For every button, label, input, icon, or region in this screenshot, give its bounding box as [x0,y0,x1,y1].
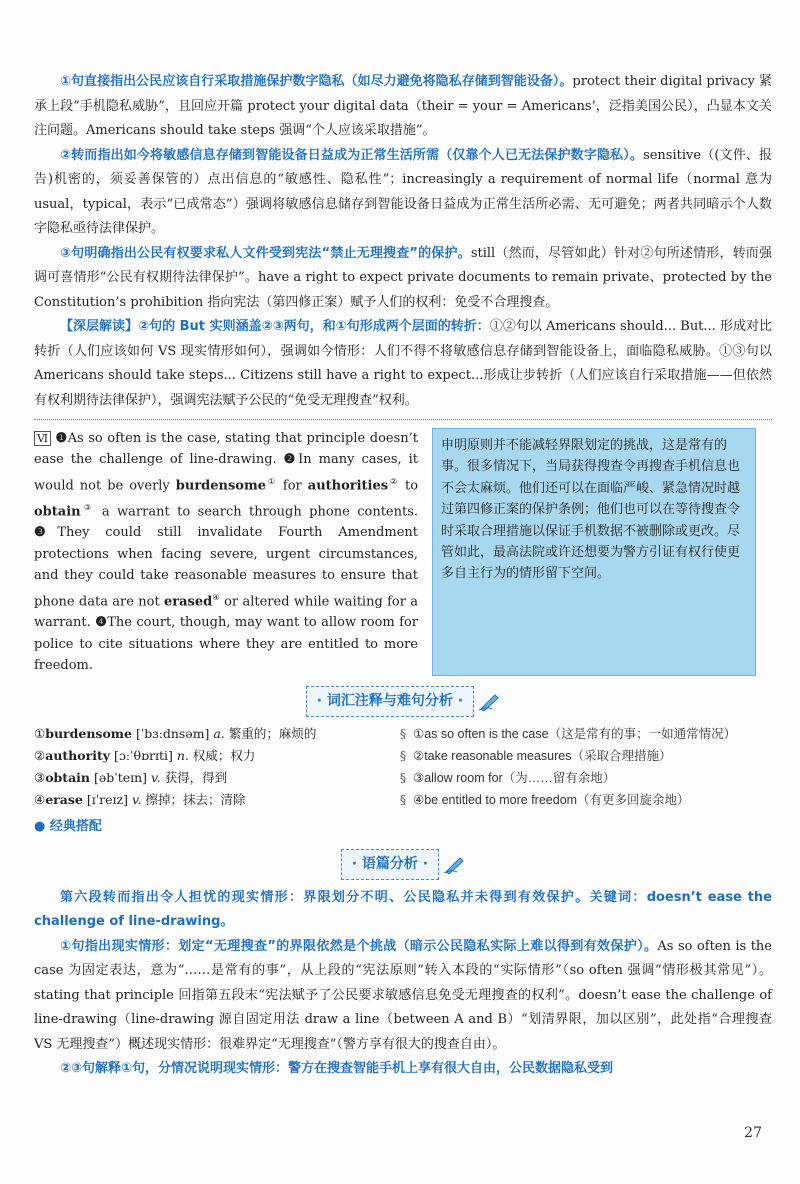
divider [34,419,772,420]
analysis-summary: 第六段转而指出令人担忧的现实情形：界限划分不明、公民隐私并未得到有效保护。关键词：doesn’t ease the challenge of line-drawing。 [34,889,772,930]
para-1: ①句直接指出公民应该自行采取措施保护数字隐私（如尽力避免将隐私存储到智能设备）。protect their digital privacy 紧承上段“手机隐私威胁”，且回应开篇 protect your digital data（their = your = Americans’，泛指美国公民），凸显本文关注问题。Americans should take steps 强调“个人应该采取措施”。 [34,74,772,138]
decorative-divider: § § § § [399,725,407,807]
vocab-left [34,723,393,811]
section-vi-translation: 申明原则并不能减轻界限划定的挑战，这是常有的事。很多情况下，当局获得搜查令再搜查手机信息也不会太麻烦。他们还可以在面临严峻、紧急情况时越过第四修正案的保护条例；他们也可以在等待搜查令时采取合理措施以保证手机数据不被删除或更改。尽管如此，最高法院或许还想要为警方引证有权行使更多自主行为的情形留下空间。 [432,428,756,676]
vocab-word: erased [164,593,213,609]
phrase-item: ④be entitled to more freedom（有更多回旋余地） [412,792,690,807]
phrase-item: ③allow room for（为……留有余地） [412,770,616,785]
para-deep-reading: 【深层解读】②句的 But 实则涵盖②③两句，和①句形成两个层面的转折：①②句以 Americans should... But... 形成对比转折（人们应该如何 VS 现实情形如何），强调如今情形：人们不得不将敏感信息存储到智能设备上，面临隐私威胁。①③句以 Americans should take steps... Citizens still have a right to expect...形成让步转折（人们应该自行采取措施——但依然有权利期待法律保护），强调宪法赋予公民的“免受无理搜查”权利。 [34,319,772,408]
section-vi-english: Ⅵ ❶As so often is the case, stating that principle doesn’t ease the challenge of line-drawing. ❷In many cases, it would not be overly burdensome① for authorities② to obtain③ a warrant to search through phone contents. ❸They could still invalidate Fourth Amendment protections when facing severe, urgent circumstances, and they could take reasonable measures to ensure that phone data are not erased④ or altered while waiting for a warrant. ❹The court, though, may want to allow room for police to cite situations where they are entitled to more freedom. [34,431,419,674]
phrase-item: ②take reasonable measures（采取合理措施） [412,748,672,763]
para-3: ③句明确指出公民有权要求私人文件受到宪法“禁止无理搜查”的保护。still（然而，尽管如此）针对②句所述情形，转而强调可喜情形“公民有权期待法律保护”。have a right to expect private documents to remain private、protected by the Constitution’s prohibition 指向宪法（第四修正案）赋予人们的权利：免受不合理搜查。 [34,245,772,310]
page-body [34,70,772,1082]
analysis-section-title: · 语篇分析 · [34,849,772,880]
vocab-right [413,723,772,811]
pen-icon [443,856,465,874]
page-number: 27 [744,1125,762,1141]
para-2: ②转而指出如今将敏感信息存储到智能设备日益成为正常生活所需（仅靠个人已无法保护数字隐私）。sensitive（(文件、报告)机密的，须妥善保管的）点出信息的“敏感性、隐私性”；increasingly a requirement of normal life（normal 意为 usual，typical，表示“已成常态”）强调将敏感信息储存到智能设备日益成为正常生活所必需、无可避免；两者共同暗示个人数字隐私亟待法律保护。 [34,147,772,236]
pen-icon [478,693,500,711]
phrase-item: ①as so often is the case（这是常有的事；一如通常情况） [412,726,737,741]
vocab-item: ②authority [ɔːˈθɒrɪti] n. 权威；权力 [34,747,256,763]
vocab-item: ①burdensome [ˈbɜːdnsəm] a. 繁重的；麻烦的 [34,725,317,741]
vocab-item: ③obtain [əbˈteɪn] v. 获得，得到 [34,769,228,785]
vocab-list [34,723,772,811]
bullet-icon: ● [34,818,46,834]
analysis-para-2: ②③句解释①句，分情况说明现实情形：警方在搜查智能手机上享有很大自由，公民数据隐私受到 [60,1061,614,1077]
roman-numeral: Ⅵ [34,431,51,446]
vocab-section-title: · 词汇注释与难句分析 · [34,686,772,717]
section-vi [34,428,772,676]
vocab-word: burdensome [175,478,267,494]
vocab-word: authorities [307,478,389,494]
analysis-para-1: ①句指出现实情形：划定“无理搜查”的界限依然是个挑战（暗示公民隐私实际上难以得到有效保护）。As so often is the case 为固定表达，意为“……是常有的事”，从上段的“宪法原则”转入本段的“实际情形”（so often 强调“情形极其常见”）。stating that principle 回指第五段末“宪法赋予了公民要求敏感信息免受无理搜查的权利”。doesn’t ease the challenge of line-drawing（line-drawing 源自固定用法 draw a line（between A and B）“划清界限，加以区别”，此处指“合理搜查 VS 无理搜查”）概述现实情形：很难界定“无理搜查”（警方享有很大的搜查自由）。 [34,938,772,1052]
classic-collocations: ● 经典搭配 [34,818,102,834]
vocab-word: obtain [34,503,81,519]
vocab-item: ④erase [ɪˈreɪz] v. 擦掉；抹去；清除 [34,791,246,807]
